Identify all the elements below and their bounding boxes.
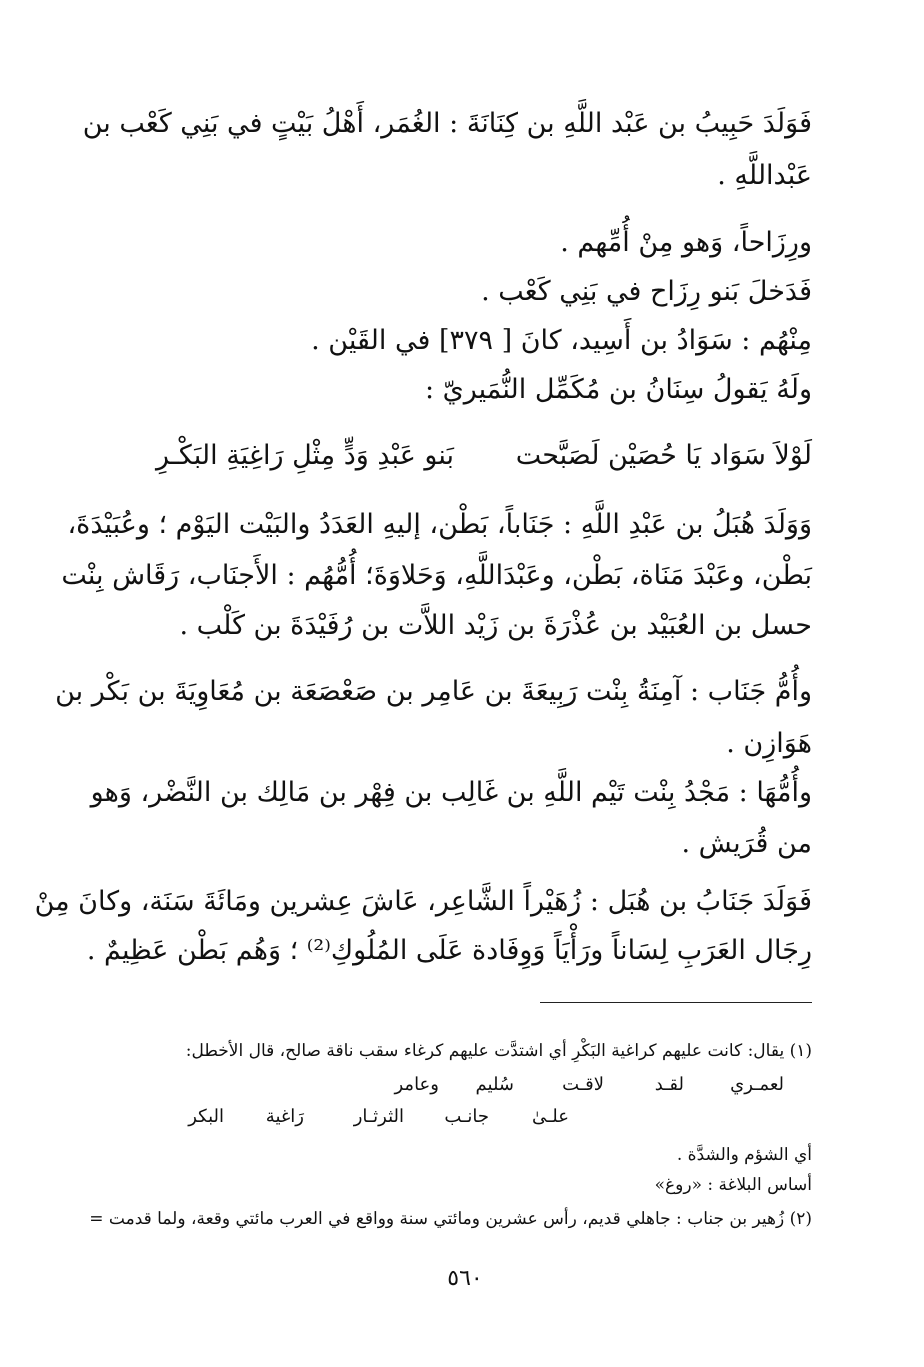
footnote-verse-word: رَاغية: [265, 1106, 304, 1127]
footnote-line: (٢) زُهير بن جناب : جاهلي قديم، رأس عشرين ومائتي سنة وواقع في العرب مائتي وقعة، ولما قدمت =: [89, 1209, 812, 1229]
verse-hemistich-first: لَوْلاَ سَوَاد يَا حُصَيْن لَصَبَّحت: [515, 440, 812, 471]
text-line: حسل بن العُبَيْد بن عُذْرَةَ بن زَيْد اللاَّت بن رُفَيْدَةَ بن كَلْب .: [179, 610, 812, 641]
text-line: مِنْهُم : سَوَادُ بن أَسِيد، كانَ [ ٣٧٩] في القَيْن .: [311, 325, 812, 356]
text-line: بَطْن، وعَبْدَ مَنَاة، بَطْن، وعَبْدَاللَّهِ، وَحَلاوَةَ؛ أُمُّهُم : الأَجنَاب، رَقَاش بِنْت: [61, 560, 812, 591]
footnote-verse-word: علـىٰ: [532, 1106, 569, 1127]
text-line: من قُرَيش .: [681, 828, 812, 859]
text-line: فَدَخلَ بَنو رِزَاح في بَنِي كَعْب .: [481, 276, 812, 307]
page-number: ٥٦٠: [447, 1266, 483, 1291]
footnote-line: أساس البلاغة : «روغ»: [654, 1175, 812, 1195]
footnote-verse-word: جانـب: [444, 1106, 489, 1127]
text-line: ورِزَاحاً، وَهو مِنْ أُمِّهم .: [560, 227, 812, 258]
footnote-verse-word: الثرثـار: [353, 1106, 404, 1127]
footnote-verse-word: البكر: [188, 1106, 224, 1127]
text-line: وَوَلَدَ هُبَلُ بن عَبْدِ اللَّهِ : جَنَاباً، بَطْن، إليهِ العَدَدُ والبَيْت اليَوْم ؛ وعُبَيْدَةَ،: [67, 509, 812, 540]
footnote-line: أي الشؤم والشدَّة .: [676, 1145, 812, 1165]
footnote-verse-word: لعمـري: [730, 1074, 784, 1095]
text-line: ولَهُ يَقولُ سِنَانُ بن مُكَمِّل النُّمَيريّ :: [424, 374, 812, 405]
text-line: وأُمُّ جَنَاب : آمِنَةُ بِنْت رَبِيعَةَ بن عَامِر بن صَعْصَعَة بن مُعَاوِيَةَ بن بَكْر بن: [55, 676, 812, 707]
text-line: فَوَلَدَ حَبِيبُ بن عَبْد اللَّهِ بن كِنَانَةَ : الغُمَر، أَهْلُ بَيْتٍ في بَنِي كَعْب بن: [82, 108, 812, 139]
footnote-verse-word: لاقـت: [562, 1074, 604, 1095]
footnote-separator: [540, 1002, 812, 1003]
text-line: عَبْداللَّهِ .: [717, 160, 812, 191]
text-line: وأُمُّهَا : مَجْدُ بِنْت تَيْم اللَّهِ بن غَالِب بن فِهْر بن مَالِك بن النَّضْر، وَهو: [90, 777, 812, 808]
text-line: رِجَال العَرَبِ لِسَاناً ورَأْيَاً وَوِفَادة عَلَى المُلُوكِ⁽²⁾ ؛ وَهُم بَطْن عَظِيمٌ .: [86, 935, 812, 966]
text-line: هَوَازِن .: [726, 728, 812, 759]
text-line: فَوَلَدَ جَنَابُ بن هُبَل : زُهَيْراً الشَّاعِر، عَاشَ عِشرين ومَائَةَ سَنَة، وكانَ مِنْ: [34, 886, 812, 917]
verse-hemistich-second: بَنو عَبْدِ وَدٍّ مِثْلِ رَاغِيَةِ البَكْـرِ: [156, 440, 454, 471]
footnote-verse-word: لقـد: [654, 1074, 684, 1095]
footnote-verse-word: سُليم: [475, 1074, 514, 1095]
footnote-line: (١) يقال: كانت عليهم كراغية البَكْرِ أي اشتدَّت عليهم كرغاء سقب ناقة صالح، قال الأخطل:: [185, 1041, 812, 1061]
footnote-verse-word: وعامر: [394, 1074, 439, 1095]
